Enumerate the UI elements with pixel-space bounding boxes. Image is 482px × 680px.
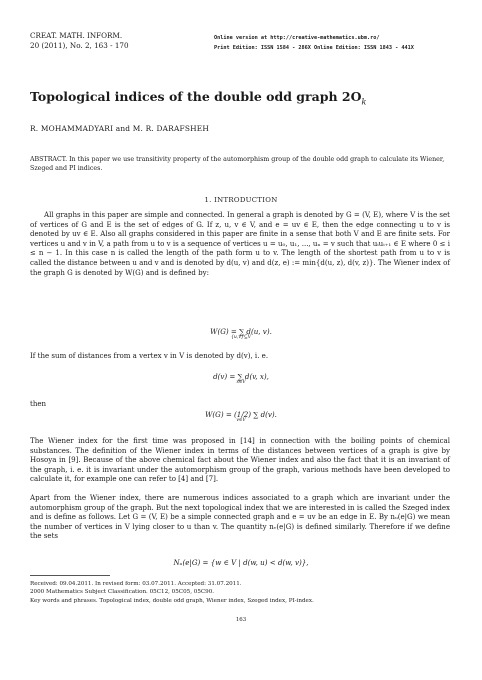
paragraph-1 [30, 210, 450, 277]
online-url: Online version at http://creative-mathematics.ubm.ro/ [214, 35, 380, 41]
paragraph-1-text: All graphs in this paper are simple and connected. In general a graph is denoted by G = (V, E), where V is the set of vertices of G and E is the set of edges of G. If z, u, v ∈ V, and e = uv ∈ E, then the edge connecting u to v is denoted by uv ∈ E. Also all graphs considered in this paper are finite in a sense that both V and E are finite sets. For vertices u and v in V, a path from u to v is a sequence of vertices u = u₀, u₁, ..., uₙ = v such that uᵢuᵢ₊₁ ∈ E where 0 ≤ i ≤ n − 1. In this case n is called the length of the path form u to v. The length of the shortest path from u to v is called the distance between u and v and is denoted by d(u, v) and d(z, e) := min{d(u, z), d(v, z)}. The Wiener index of the graph G is denoted by W(G) and is defined by: [30, 210, 450, 277]
footnote-rule [30, 575, 110, 576]
footnotes [30, 580, 450, 605]
paragraph-3: then [30, 399, 47, 408]
journal-info [30, 31, 129, 51]
equation-distance-subscript: x∈V [236, 380, 246, 385]
paragraph-4: The Wiener index for the first time was proposed in [14] in connection with the boiling points of chemical substances. The definition of the Wiener index in terms of the distances between vertices of a graph is give by Hosoya in [9]. Because of the above chemical fact about the Wiener index and also the fact that it is an invariant of the graph, i. e. it is invariant under the automorphism group of the graph, various methods have been developed to calculate it, for example one can refer to [4] and [7]. [30, 436, 450, 484]
equation-wiener-subscript: {u,v}⊆V [230, 335, 252, 340]
page-number: 163 [235, 617, 247, 623]
section-heading: 1. INTRODUCTION [204, 196, 278, 204]
paragraph-5: Apart from the Wiener index, there are numerous indices associated to a graph which are invariant under the automorphism group of the graph. But the next topological index that we are interested in is called the Szeged index and is define as follows. Let G = (V, E) be a simple connected graph and e = uv be an edge in E. By nᵤ(e|G) we mean the number of vertices in V lying closer to u than v. The quantity nᵥ(e|G) is defined similarly. Therefore if we define the sets [30, 493, 450, 541]
title-text: Topological indices of the double odd graph 2O [30, 89, 362, 104]
issn-line: Print Edition: ISSN 1584 - 286X Online Edition: ISSN 1843 - 441X [214, 45, 414, 51]
msc-classification: 2000 Mathematics Subject Classification. 05C12, 05C05, 05C90. [30, 589, 215, 596]
paper-title [30, 89, 366, 107]
equation-distance-text: d(v) = ∑ d(v, x), [213, 372, 269, 381]
abstract: ABSTRACT. In this paper we use transitivity property of the automorphism group of the double odd graph to calculate its Wiener, Szeged and PI indices. [30, 156, 445, 172]
title-subscript: k [361, 97, 367, 107]
paragraph-2: If the sum of distances from a vertex v in V is denoted by d(v), i. e. [30, 351, 269, 360]
equation-wiener [0, 327, 482, 340]
received-dates: Received: 09.04.2011. In revised form: 03.07.2011. Accepted: 31.07.2011. [30, 581, 242, 587]
equation-szeged-set: Nᵤ(e|G) = {w ∈ V | d(w, u) < d(w, v)}, [173, 558, 309, 567]
volume-line: 20 (2011), No. 2, 163 - 170 [30, 41, 129, 50]
authors: R. MOHAMMADYARI and M. R. DARAFSHEH [30, 124, 209, 133]
journal-name: CREAT. MATH. INFORM. [30, 31, 123, 40]
online-info [214, 33, 414, 53]
equation-distance [0, 372, 482, 385]
equation-wiener-sum [0, 410, 482, 423]
equation-wiener-text: W(G) = ∑ d(u, v). [210, 327, 272, 336]
equation-wiener-sum-text: W(G) = (1/2) ∑ d(v). [205, 410, 277, 419]
keywords: Key words and phrases. Topological index, double odd graph, Wiener index, Szeged index, PI-index. [30, 597, 314, 604]
equation-wiener-sum-subscript: v∈V [236, 418, 246, 423]
